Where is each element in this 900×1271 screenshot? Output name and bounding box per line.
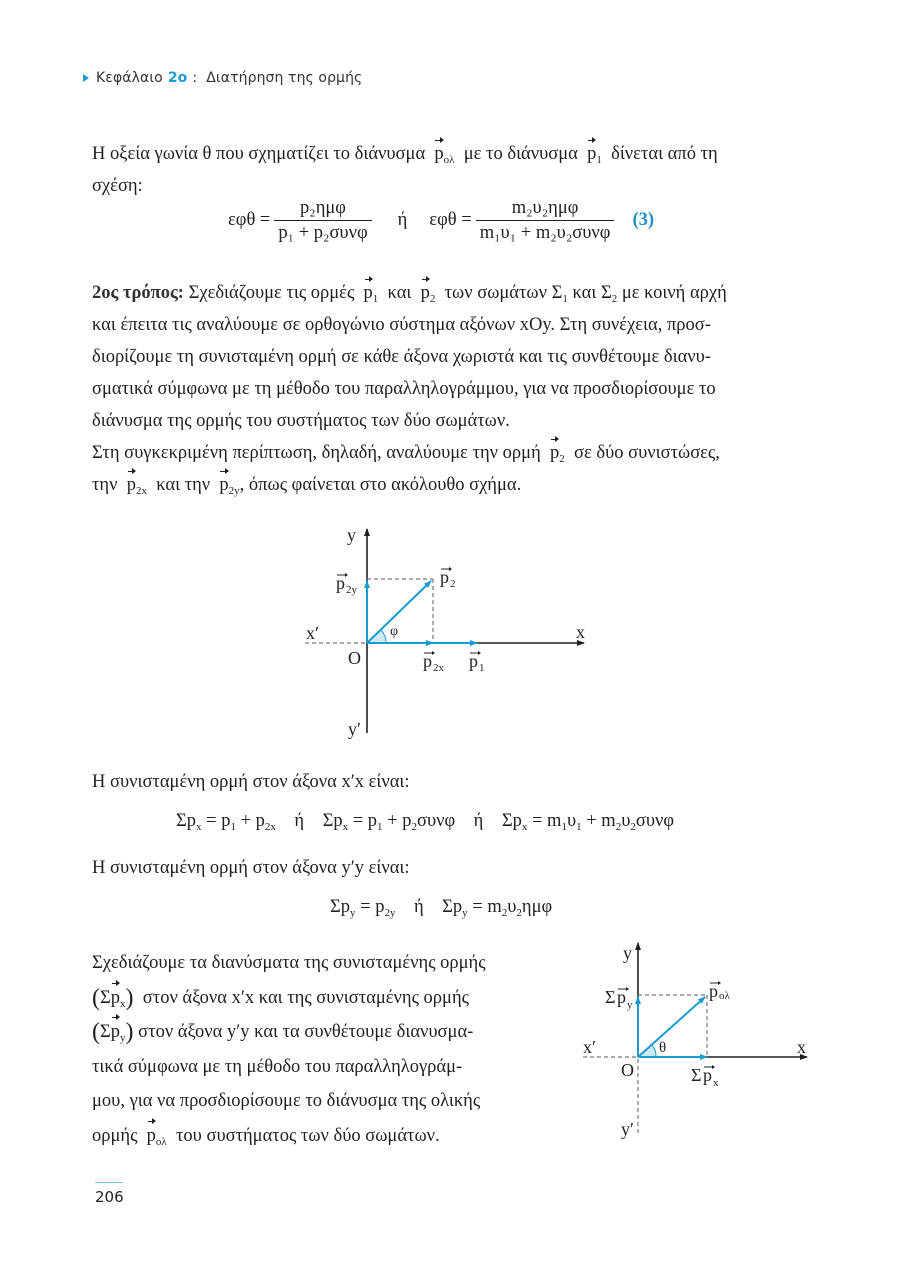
label-phi: φ [390, 624, 399, 639]
intro-paragraph [92, 138, 804, 202]
decompose-text: σε δύο συνιστώσες, [574, 443, 720, 463]
label-x-prime: x′ [306, 623, 319, 643]
decompose-text: και την [156, 475, 211, 495]
decompose-text: , όπως φαίνεται στο ακόλουθο σχήμα. [239, 475, 522, 495]
sub-1: 1 [372, 293, 379, 305]
vector-p1: p [587, 138, 596, 170]
final-text: στον άξονα y′y και τα συνθέτουμε διανυσμα- [138, 1022, 474, 1042]
label-p2y [336, 573, 358, 596]
vector-p-ol: p [434, 138, 443, 170]
final-text: μου, για να προσδιορίσουμε το διάνυσμα της ολικής [92, 1091, 481, 1111]
chapter-number: 2ο [167, 70, 188, 86]
vector-p2-arrow [367, 581, 431, 643]
svg-text:Σ: Σ [605, 987, 616, 1007]
label-y: y [623, 943, 632, 963]
method-2-line: σματικά σύμφωνα με τη μέθοδο του παραλληλογράμμου, για να προσδιορίσουμε το [92, 379, 716, 399]
svg-text:p: p [336, 573, 345, 593]
method-2-text: και Σ [572, 283, 612, 303]
final-text: του συστήματος των δύο σωμάτων. [176, 1125, 440, 1146]
final-text: Σχεδιάζουμε τα διανύσματα της συνισταμένης ορμής [92, 953, 486, 973]
chapter-word: Κεφάλαιο [96, 70, 163, 86]
label-y-prime: y′ [621, 1119, 634, 1139]
eq3-or: ή [397, 210, 408, 230]
sub-2x: 2x [135, 485, 147, 497]
vector-sum-py: p [111, 1015, 120, 1050]
vector-p2: p [550, 437, 559, 469]
final-text: τικά σύμφωνα με τη μέθοδο του παραλληλογράμ- [92, 1056, 463, 1077]
label-p1 [469, 651, 485, 674]
equation-sum-py: $\Sigma p_y = p_{2y}$ ή $\Sigma p_y = m_2\upsilon_2\eta\mu\varphi$ [330, 897, 553, 919]
label-y-prime: y′ [348, 719, 361, 739]
vector-p2: p [421, 277, 430, 309]
label-x-prime: x′ [583, 1037, 596, 1057]
eq3-numerator-1: p₂ημφ [300, 198, 346, 218]
equation-3 [228, 196, 654, 245]
vector-p2y: p [219, 469, 228, 501]
method-2-title: 2ος τρόπος: [92, 283, 184, 303]
intro-text-2: με το διάνυσμα [463, 144, 578, 164]
triangle-bullet-icon [83, 74, 89, 82]
method-2-line: και έπειτα τις αναλύουμε σε ορθογώνιο σύστημα αξόνων xOy. Στη συνέχεια, προσ- [92, 315, 711, 335]
eq3-lhs-1: εφθ = [228, 210, 271, 230]
svg-text:ολ: ολ [719, 990, 730, 1002]
label-x: x [797, 1037, 806, 1057]
intro-text-3: δίνεται από τη [611, 144, 718, 164]
page-number: 206 [95, 1188, 124, 1206]
vector-p-ol: p [147, 1119, 156, 1154]
sum-x-intro-text: Η συνισταμένη ορμή στον άξονα x′x είναι: [92, 772, 410, 792]
equation-sum-px: $\Sigma p_x = p_1 + p_{2x}$ ή $\Sigma p_x = p_1 + p_2\sigma\upsilon\nu\varphi$ ή $\Sigma p_x = m_1\upsilon_1 + m_2\upsilon_2\sigma\upsilon\nu\varphi$ [176, 811, 675, 833]
vector-p2x: p [127, 469, 136, 501]
chapter-colon: : [192, 70, 198, 86]
method-2-text: Σχεδιάζουμε τις ορμές [188, 283, 355, 303]
decompose-text: Στη συγκεκριμένη περίπτωση, δηλαδή, αναλύουμε την ορμή [92, 443, 541, 463]
sub-2: 2 [611, 293, 618, 305]
label-origin: O [621, 1060, 634, 1080]
eq3-denominator-2: m₁υ₁ + m₂υ₂συνφ [479, 223, 611, 243]
label-x: x [576, 622, 585, 642]
page-number-rule [95, 1182, 123, 1183]
sub-1: 1 [562, 293, 568, 305]
svg-text:p: p [469, 651, 478, 671]
svg-text:p: p [423, 651, 432, 671]
eq3-fraction-1 [274, 196, 371, 245]
vector-sum-px: p [111, 981, 120, 1016]
svg-text:x: x [713, 1077, 719, 1089]
label-theta: θ [659, 1040, 667, 1056]
svg-text:p: p [703, 1065, 712, 1085]
decompose-text: την [92, 475, 118, 495]
eq3-denominator-1: p₁ + p₂συνφ [278, 223, 368, 243]
sub-ol: ολ [443, 154, 455, 166]
svg-text:2: 2 [450, 578, 456, 590]
label-y: y [347, 525, 356, 545]
final-paragraph: Σχεδιάζουμε τα διανύσματα της συνισταμένης ορμής $(\Sigma p_x)$ στον άξονα x′x και της συνισταμένης ορμής $(\Sigma p_y)$ στον άξονα y′y και τα συνθέτουμε διανυσμα- τικά σύμφωνα με τη μέθοδο του παραλληλογράμ- μου, για να προσδιορίσουμε το διάνυσμα της ολικής ορμής $p_{o\lambda}$ του συστήματος των δύο σωμάτων. [92, 946, 544, 1153]
label-origin: O [348, 648, 361, 668]
final-text: ορμής [92, 1125, 138, 1146]
svg-text:2x: 2x [433, 662, 444, 674]
method-2-text: και [387, 283, 412, 303]
label-p2 [440, 567, 456, 590]
chapter-header [83, 70, 362, 86]
sub-1: 1 [596, 154, 602, 166]
label-p2x [423, 651, 445, 674]
svg-text:p: p [617, 987, 626, 1007]
sub-2: 2 [429, 293, 436, 305]
sub-2: 2 [559, 453, 565, 465]
chapter-title: Διατήρηση της ορμής [206, 70, 363, 86]
sub-2y: 2y [228, 485, 240, 497]
svg-text:p: p [709, 981, 718, 1001]
label-sum-px [691, 1065, 719, 1089]
vector-p-ol-arrow [638, 997, 705, 1057]
intro-text-4: σχέση: [92, 176, 143, 196]
eq3-fraction-2 [476, 196, 615, 245]
label-sum-py [605, 987, 633, 1011]
decompose-paragraph [92, 437, 804, 501]
intro-text-1: Η οξεία γωνία θ που σχηματίζει το διάνυσμα [92, 144, 426, 164]
figure-momentum-decomposition [290, 515, 610, 745]
svg-text:y: y [627, 999, 633, 1011]
svg-text:2y: 2y [346, 584, 357, 596]
method-2-paragraph [92, 277, 804, 437]
svg-text:1: 1 [479, 662, 485, 674]
method-2-text: των σωμάτων Σ [444, 283, 563, 303]
method-2-text: με κοινή αρχή [621, 283, 727, 303]
method-2-line: διάνυσμα της ορμής του συστήματος των δύο σωμάτων. [92, 411, 510, 431]
sum-x-intro [92, 766, 804, 798]
sum-y-intro [92, 852, 804, 884]
label-p-ol [709, 981, 731, 1002]
sum-y-intro-text: Η συνισταμένη ορμή στον άξονα y′y είναι: [92, 858, 410, 878]
vector-p1: p [364, 277, 373, 309]
method-2-line: διορίζουμε τη συνισταμένη ορμή σε κάθε άξονα χωριστά και τις συνθέτουμε διανυ- [92, 347, 711, 367]
final-text: στον άξονα x′x και της συνισταμένης ορμής [142, 987, 469, 1008]
eq3-numerator-2: m₂υ₂ημφ [511, 198, 579, 218]
eq3-lhs-2: εφθ = [429, 210, 472, 230]
svg-text:Σ: Σ [691, 1065, 702, 1085]
eq3-number-label: (3) [632, 210, 655, 230]
figure-total-momentum [575, 935, 815, 1145]
svg-text:p: p [440, 567, 449, 587]
